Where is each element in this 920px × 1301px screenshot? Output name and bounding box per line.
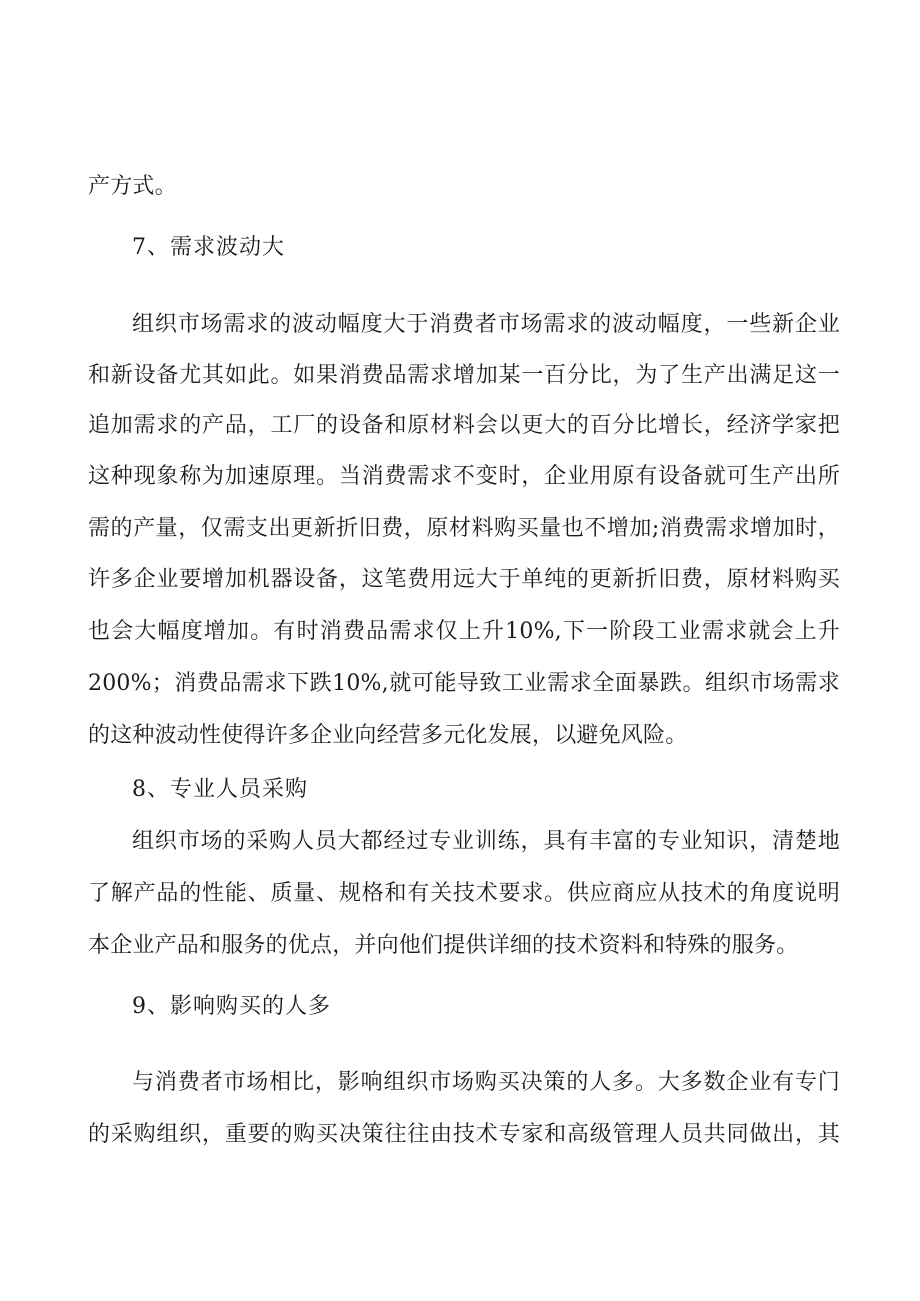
paragraph-line: 的这种波动性使得许多企业向经营多元化发展，以避免风险。 (88, 723, 688, 748)
paragraph-line: 追加需求的产品，工厂的设备和原材料会以更大的百分比增长，经济学家把 (88, 413, 840, 438)
paragraph-line: 这种现象称为加速原理。当消费需求不变时，企业用原有设备就可生产出所 (88, 464, 840, 489)
paragraph-continuation: 产方式。 (88, 174, 177, 199)
paragraph-line: 的采购组织，重要的购买决策往往由技术专家和高级管理人员共同做出，其 (88, 1122, 840, 1147)
paragraph-line: 与消费者市场相比，影响组织市场购买决策的人多。大多数企业有专门 (132, 1070, 840, 1095)
paragraph-line: 200%；消费品需求下跌10%,就可能导致工业需求全面暴跌。组织市场需求 (88, 671, 840, 696)
paragraph-line: 和新设备尤其如此。如果消费品需求增加某一百分比，为了生产出满足这一 (88, 363, 840, 388)
section-heading-7: 7、需求波动大 (132, 235, 285, 260)
section-heading-9: 9、影响购买的人多 (132, 994, 331, 1019)
paragraph-line: 本企业产品和服务的优点，并向他们提供详细的技术资料和特殊的服务。 (88, 933, 799, 958)
section-heading-8: 8、专业人员采购 (132, 777, 308, 802)
paragraph-line: 组织市场需求的波动幅度大于消费者市场需求的波动幅度，一些新企业 (132, 312, 840, 337)
paragraph-line: 了解产品的性能、质量、规格和有关技术要求。供应商应从技术的角度说明 (88, 881, 840, 906)
paragraph-line: 也会大幅度增加。有时消费品需求仅上升10%,下一阶段工业需求就会上升 (88, 619, 840, 644)
paragraph-line: 需的产量，仅需支出更新折旧费，原材料购买量也不增加;消费需求增加时， (88, 516, 840, 541)
paragraph-line: 组织市场的采购人员大都经过专业训练，具有丰富的专业知识，清楚地 (132, 829, 840, 854)
paragraph-line: 许多企业要增加机器设备，这笔费用远大于单纯的更新折旧费，原材料购买 (88, 567, 840, 592)
